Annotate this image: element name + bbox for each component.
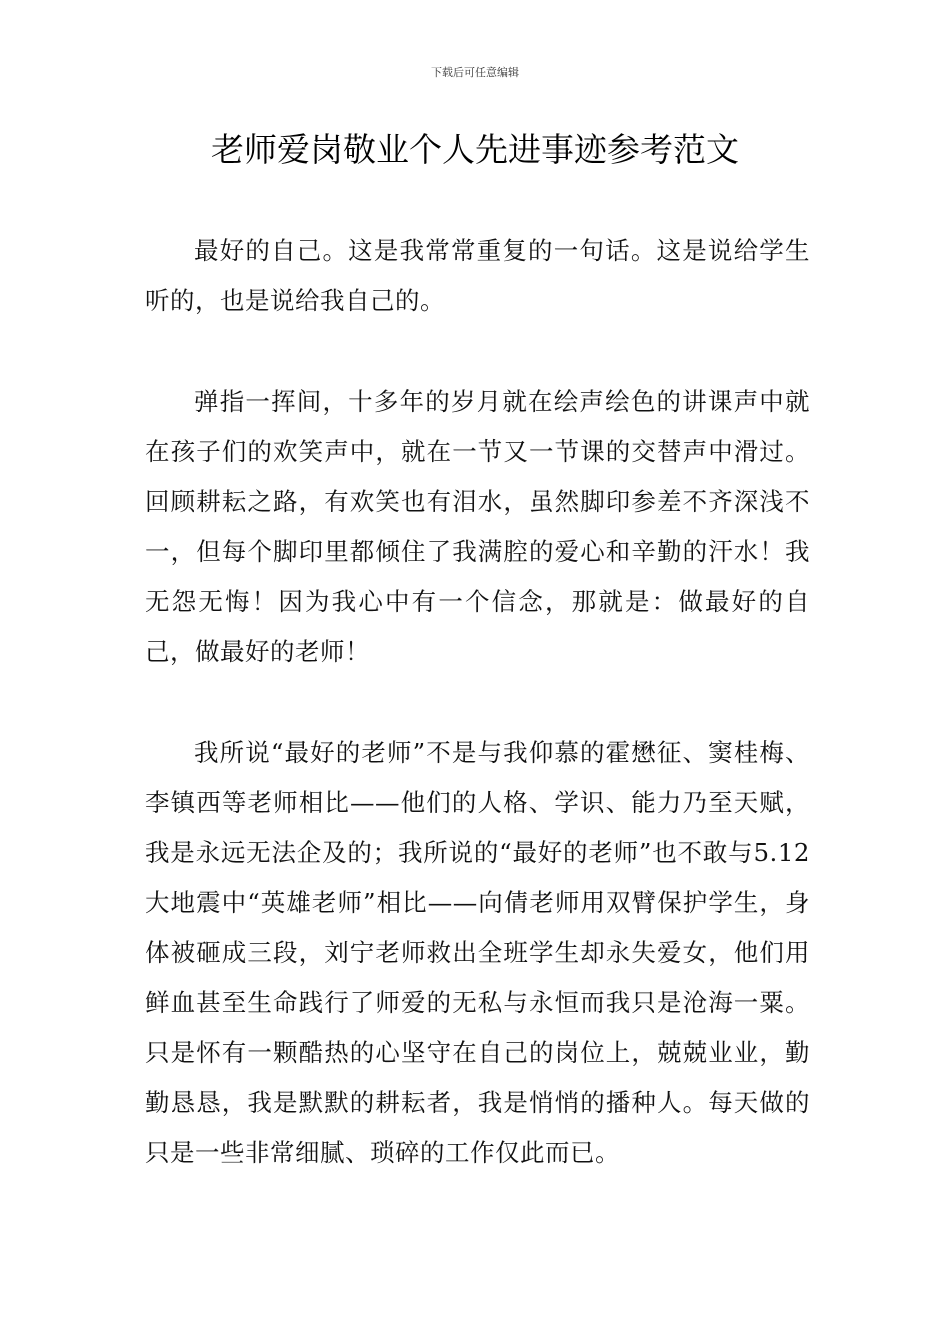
paragraph-1: 最好的自己。这是我常常重复的一句话。这是说给学生听的，也是说给我自己的。 bbox=[145, 236, 810, 315]
paragraph-3: 我所说“最好的老师”不是与我仰慕的霍懋征、窦桂梅、李镇西等老师相比——他们的人格、学识、能力乃至天赋，我是永远无法企及的；我所说的“最好的老师”也不敢与5.12大地震中“英雄老师”相比——向倩老师用双臂保护学生，身体被砸成三段，刘宁老师救出全班学生却永失爱女，他们用鲜血甚至生命践行了师爱的无私与永恒而我只是沧海一粟。只是怀有一颗酷热的心坚守在自己的岗位上，兢兢业业，勤勤恳恳，我是默默的耕耘者，我是悄悄的播种人。每天做的只是一些非常细腻、琐碎的工作仅此而已。 bbox=[145, 738, 810, 1167]
document-body bbox=[145, 226, 810, 1229]
document-title: 老师爱岗敬业个人先进事迹参考范文 bbox=[211, 130, 739, 169]
header-note: 下载后可任意编辑 bbox=[431, 66, 519, 79]
paragraph-2: 弹指一挥间，十多年的岁月就在绘声绘色的讲课声中就在孩子们的欢笑声中，就在一节又一节课的交替声中滑过。回顾耕耘之路，有欢笑也有泪水，虽然脚印参差不齐深浅不一，但每个脚印里都倾住了我满腔的爱心和辛勤的汗水！我无怨无悔！因为我心中有一个信念，那就是：做最好的自己，做最好的老师！ bbox=[145, 387, 810, 666]
